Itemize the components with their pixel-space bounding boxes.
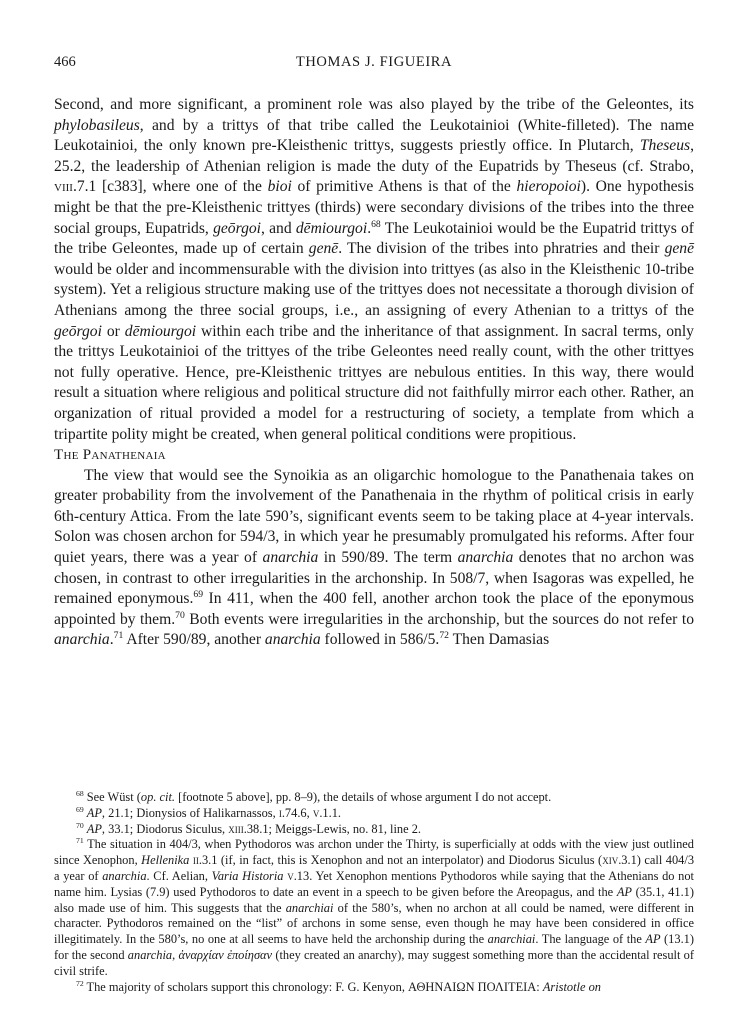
footnote-ref-68[interactable]: 68 [371,218,381,230]
body-text [54,95,694,651]
footnote-ref-71[interactable]: 71 [113,630,124,642]
footnote-71: $^{71}$ The situation in 404/3, when Pythodoros was archon under the Thirty, is superficially at odds with the view just outlined since Xenophon, Hellenika ii.3.1 (if, in fact, this is Xenophon and not an interpolator) and Diodorus Siculus (xiv.3.1) call 404/3 a year of anarchia. Cf. Aelian, Varia Historia v.13. Yet Xenophon mentions Pythodoros while saying that the Athenians do not name him. Lysias (7.9) used Pythodoros to date an event in a speech to be given before the Areopagus, and the AP (35.1, 41.1) also made use of him. This suggests that the anarchiai of the 580’s, when no archon at all could be named, were different in character. Pythodoros remained on the “list” of archons in some sense, even though he may have been considered in office illegitimately. In the 580’s, no one at all seems to have held the archonship during the anarchiai. The language of the AP (13.1) for the second anarchia, ἀναρχίαν ἐποίησαν (they created an anarchy), may suggest something more than the accidental result of civil strife. [54,836,695,978]
footnote-69: $^{69}$ AP, 21.1; Dionysios of Halikarnassos, i.74.6, v.1.1. [76,804,341,820]
footnote-ref-70[interactable]: 70 [175,609,185,621]
page-header [54,54,694,74]
paragraph-geleontes: Second, and more significant, a prominent role was also played by the tribe of the Geleontes, its phylobasileus, and by a trittys of that tribe called the Leukotainioi (White-filleted). The name Leukotainioi, the only known pre-Kleisthenic trittys, suggests priestly office. In Plutarch, Theseus, 25.2, the leadership of Athenian religion is made the duty of the Eupatrids by Theseus (cf. Strabo, viii.7.1 [c383], where one of the bioi of primitive Athens is that of the hieropoioi). One hypothesis might be that the pre-Kleisthenic trittyes (thirds) were secondary divisions of the tribes into the three social groups, Eupatrids, geōrgoi, and dēmiourgoi.$^{68}$ The Leukotainioi would be the Eupatrid trittys of the tribe Geleontes, made up of certain genē. The division of the tribes into phratries and their genē would be older and incommensurable with the division into trittyes (as also in the Kleisthenic 10-tribe system). Yet a religious structure making use of the trittyes does not necessitate a thorough division of Athenians among the three social groups, i.e., an assigning of every Athenian to a trittys of the geōrgoi or dēmiourgoi within each tribe and the inheritance of that assignment. In sacral terms, only the trittys Leukotainioi of the trittyes of the tribe Geleontes need really count, with the other trittyes not fully operative. Hence, pre-Kleisthenic trittyes are nebulous entities. In this way, there would result a situation where religious and political structure did not faithfully mirror each other. Rather, an organization of ritual provided a model for a restructuring of society, a template from which a tripartite polity might be created, when general political conditions were propitious. [54,96,695,443]
footnote-70: $^{70}$ AP, 33.1; Diodorus Siculus, xiii.38.1; Meiggs-Lewis, no. 81, line 2. [76,820,421,836]
footnote-72: $^{72}$ The majority of scholars support this chronology: F. G. Kenyon, ΑΘΗΝΑΙΩΝ ΠΟΛΙΤΕΙΑ: Aristotle on [76,978,601,994]
footnotes [54,790,694,995]
paragraph-panathenaia: The view that would see the Synoikia as an oligarchic homologue to the Panathenaia takes on greater probability from the involvement of the Panathenaia in the rhythm of political crisis in early 6th-century Attica. From the late 590’s, significant events seem to be taking place at 4-year intervals. Solon was chosen archon for 594/3, in which year he presumably promulgated his reforms. After four quiet years, there was a year of anarchia in 590/89. The term anarchia denotes that no archon was chosen, in contrast to other irregularities in the archonship. In 508/7, when Isagoras was expelled, he remained eponymous.$^{69}$ In 411, when the 400 fell, another archon took the place of the eponymous appointed by them.$^{70}$ Both events were irregularities in the archonship, but the sources do not refer to anarchia.$^{71}$ After 590/89, another anarchia followed in 586/5.72 Then Damasias [54,466,695,649]
footnote-ref-69[interactable]: 69 [193,589,204,601]
footnote-68: $^{68}$ See Wüst (op. cit. [footnote 5 above], pp. 8–9), the details of whose argument I do not accept. [76,788,552,804]
running-head: THOMAS J. FIGUEIRA [295,54,453,70]
page-number: 466 [54,54,76,70]
footnote-ref-72[interactable]: 72 [439,630,449,642]
section-heading: The Panathenaia [54,447,166,464]
